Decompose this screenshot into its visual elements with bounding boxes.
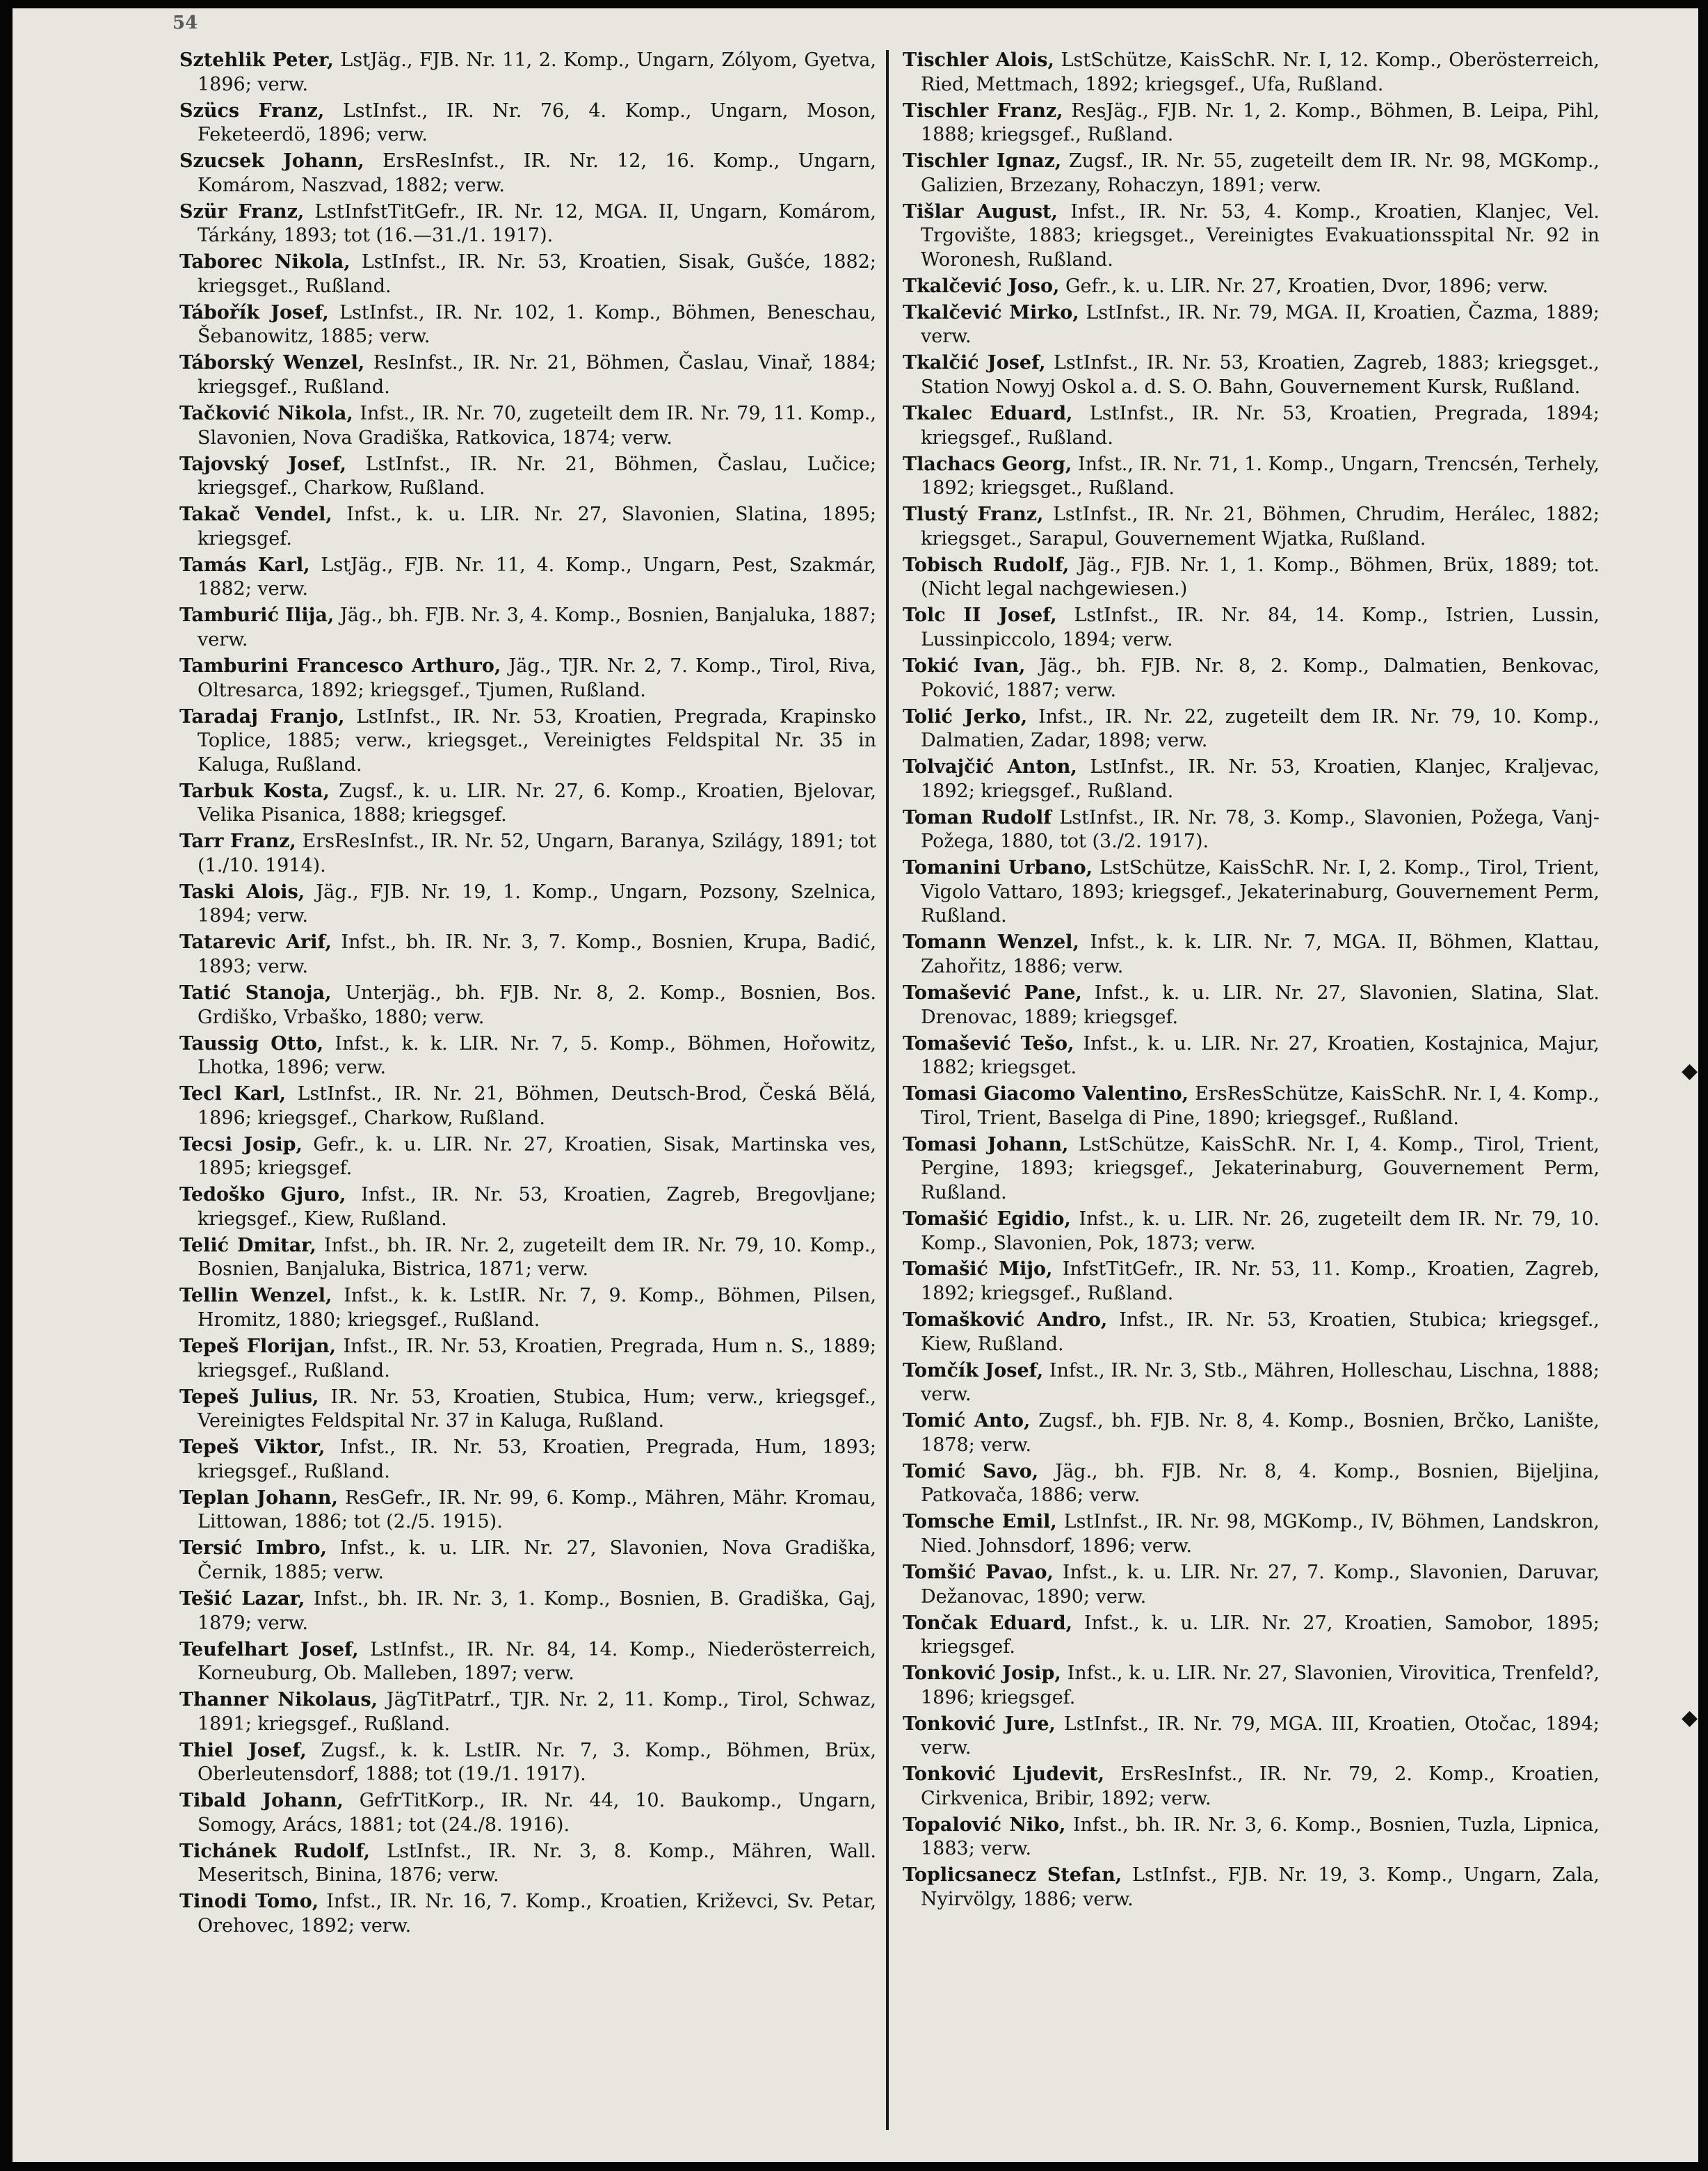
entry-name: Tatić Stanoja, bbox=[179, 982, 332, 1004]
register-entry bbox=[179, 1840, 876, 1888]
entry-name: Tomanini Urbano, bbox=[903, 857, 1093, 879]
entry-details: LstJäg., FJB. Nr. 11, 4. Komp., Ungarn, Pest, Szakmár, 1882; verw. bbox=[198, 554, 876, 600]
register-entry bbox=[179, 200, 876, 248]
register-entry bbox=[903, 200, 1600, 273]
register-entry bbox=[179, 402, 876, 450]
entry-name: Tibald Johann, bbox=[179, 1790, 344, 1812]
entry-name: Tarr Franz, bbox=[179, 831, 296, 853]
entry-details: Infst., bh. IR. Nr. 3, 7. Komp., Bosnien, Krupa, Badić, 1893; verw. bbox=[198, 931, 876, 978]
entry-details: LstInfstTitGefr., IR. Nr. 12, MGA. II, Ungarn, Komárom, Tárkány, 1893; tot (16.—31./1. 1917). bbox=[198, 200, 876, 247]
register-entry bbox=[179, 1284, 876, 1332]
page-number: 54 bbox=[172, 13, 198, 33]
register-entry bbox=[179, 830, 876, 878]
entry-details: ResInfst., IR. Nr. 21, Böhmen, Časlau, Vinař, 1884; kriegsgef., Rußland. bbox=[198, 352, 876, 399]
entry-details: Infst., k. u. LIR. Nr. 27, Slavonien, Slatina, Slat. Drenovac, 1889; kriegsgef. bbox=[921, 982, 1600, 1028]
entry-details: LstInfst., IR. Nr. 84, 14. Komp., Istrien, Lussin, Lussinpiccolo, 1894; verw. bbox=[921, 604, 1600, 650]
register-entry bbox=[179, 1587, 876, 1635]
entry-name: Tamburini Francesco Arthuro, bbox=[179, 655, 501, 677]
entry-details: Infst., k. u. LIR. Nr. 27, Slavonien, Virovitica, Trenfeld?, 1896; kriegsgef. bbox=[921, 1663, 1600, 1708]
entry-name: Tomasi Giacomo Valentino, bbox=[903, 1083, 1189, 1105]
register-entry bbox=[179, 351, 876, 399]
register-entry bbox=[179, 604, 876, 652]
register-entry bbox=[179, 1386, 876, 1434]
entry-name: Tonković Jure, bbox=[903, 1713, 1056, 1735]
entry-details: Infst., k. u. LIR. Nr. 27, Kroatien, Samobor, 1895; kriegsgef. bbox=[921, 1612, 1600, 1658]
register-entry bbox=[179, 453, 876, 501]
entry-details: GefrTitKorp., IR. Nr. 44, 10. Baukomp., Ungarn, Somogy, Arács, 1881; tot (24./8. 1916). bbox=[198, 1790, 876, 1836]
entry-name: Tomann Wenzel, bbox=[903, 931, 1079, 954]
entry-name: Tatarevic Arif, bbox=[179, 931, 332, 954]
register-entry bbox=[179, 1789, 876, 1837]
register-entry bbox=[903, 604, 1600, 652]
register-entry bbox=[903, 755, 1600, 803]
entry-name: Tomšić Pavao, bbox=[903, 1561, 1054, 1583]
entry-name: Taski Alois, bbox=[179, 881, 305, 903]
entry-name: Tišlar August, bbox=[903, 200, 1058, 223]
entry-details: Infst., IR. Nr. 53, Kroatien, Stubica; kriegsgef., Kiew, Rußland. bbox=[921, 1309, 1600, 1355]
entry-details: Infst., IR. Nr. 53, Kroatien, Pregrada, Hum n. S., 1889; kriegsgef., Rußland. bbox=[198, 1336, 876, 1381]
entry-details: Infst., k. k. LstIR. Nr. 7, 9. Komp., Böhmen, Pilsen, Hromitz, 1880; kriegsgef., Rußland. bbox=[198, 1285, 876, 1331]
entry-details: LstInfst., IR. Nr. 76, 4. Komp., Ungarn, Moson, Feketeerdö, 1896; verw. bbox=[198, 99, 876, 146]
entry-details: LstInfst., IR. Nr. 53, Kroatien, Sisak, Gušće, 1882; kriegsget., Rußland. bbox=[198, 251, 876, 297]
entry-details: Jäg., TJR. Nr. 2, 7. Komp., Tirol, Riva, Oltresarca, 1892; kriegsgef., Tjumen, Rußland. bbox=[198, 655, 876, 701]
entry-details: Infst., IR. Nr. 16, 7. Komp., Kroatien, Križevci, Sv. Petar, Orehovec, 1892; verw. bbox=[198, 1891, 876, 1937]
entry-details: LstInfst., IR. Nr. 84, 14. Komp., Niederösterreich, Korneuburg, Ob. Malleben, 1897; verw. bbox=[198, 1638, 876, 1685]
entry-name: Tomić Savo, bbox=[903, 1460, 1039, 1482]
entry-name: Tomčík Josef, bbox=[903, 1359, 1044, 1381]
register-entry bbox=[903, 1510, 1600, 1558]
entry-name: Tamburić Ilija, bbox=[179, 604, 335, 627]
entry-details: ResGefr., IR. Nr. 99, 6. Komp., Mähren, Mähr. Kromau, Littowan, 1886; tot (2./5. 1915). bbox=[198, 1487, 876, 1533]
register-entry bbox=[179, 1739, 876, 1787]
register-entry bbox=[179, 49, 876, 97]
register-entry bbox=[179, 1133, 876, 1181]
register-entry bbox=[179, 250, 876, 298]
entry-name: Tischler Franz, bbox=[903, 99, 1063, 122]
register-entry bbox=[903, 1133, 1600, 1205]
register-entry bbox=[179, 1537, 876, 1585]
entry-details: Gefr., k. u. LIR. Nr. 27, Kroatien, Dvor, 1896; verw. bbox=[1065, 275, 1549, 297]
entry-details: Infst., bh. IR. Nr. 3, 6. Komp., Bosnien, Tuzla, Lipnica, 1883; verw. bbox=[921, 1813, 1600, 1860]
register-entry bbox=[179, 780, 876, 828]
register-entry bbox=[179, 1183, 876, 1231]
entry-name: Tomsche Emil, bbox=[903, 1511, 1057, 1533]
entry-details: Infst., k. u. LIR. Nr. 27, Slavonien, Slatina, 1895; kriegsgef. bbox=[198, 504, 876, 550]
entry-name: Tešić Lazar, bbox=[179, 1587, 305, 1610]
entry-name: Tokić Ivan, bbox=[903, 655, 1026, 677]
register-entry bbox=[903, 1082, 1600, 1130]
entry-name: Thanner Nikolaus, bbox=[179, 1689, 378, 1711]
entry-name: Tolc II Josef, bbox=[903, 604, 1057, 627]
entry-name: Telić Dmitar, bbox=[179, 1234, 316, 1256]
entry-details: Jäg., bh. FJB. Nr. 3, 4. Komp., Bosnien, Banjaluka, 1887; verw. bbox=[198, 604, 876, 650]
register-entry bbox=[179, 1436, 876, 1484]
entry-details: ErsResInfst., IR. Nr. 79, 2. Komp., Kroatien, Cirkvenica, Bribir, 1892; verw. bbox=[921, 1763, 1600, 1809]
entry-details: Jäg., bh. FJB. Nr. 8, 4. Komp., Bosnien, Bijeljina, Patkovača, 1886; verw. bbox=[921, 1460, 1600, 1507]
entry-name: Taborec Nikola, bbox=[179, 251, 351, 273]
register-entry bbox=[903, 1813, 1600, 1861]
entry-details: Jäg., FJB. Nr. 1, 1. Komp., Böhmen, Brüx, 1889; tot. (Nicht legal nachgewiesen.) bbox=[921, 554, 1600, 600]
register-entry bbox=[903, 453, 1600, 501]
entry-name: Tlachacs Georg, bbox=[903, 453, 1072, 475]
document-page bbox=[13, 8, 1698, 2162]
entry-details: LstSchütze, KaisSchR. Nr. I, 4. Komp., Tirol, Trient, Pergine, 1893; kriegsgef., Jekaterinaburg, Gouvernement Perm, Rußland. bbox=[921, 1133, 1600, 1203]
entry-details: Unterjäg., bh. FJB. Nr. 8, 2. Komp., Bosnien, Bos. Grdiško, Vrbaško, 1880; verw. bbox=[198, 982, 876, 1028]
register-entry bbox=[903, 1359, 1600, 1407]
register-entry bbox=[903, 1864, 1600, 1912]
entry-name: Tačković Nikola, bbox=[179, 403, 353, 425]
entry-details: Infst., IR. Nr. 53, 4. Komp., Kroatien, Klanjec, Vel. Trgovište, 1883; kriegsget., Vereinigtes Evakuationsspital Nr. 92 in Woronesh, Rußland. bbox=[921, 200, 1600, 271]
register-entry bbox=[903, 806, 1600, 854]
entry-details: JägTitPatrf., TJR. Nr. 2, 11. Komp., Tirol, Schwaz, 1891; kriegsgef., Rußland. bbox=[198, 1689, 876, 1735]
entry-name: Tellin Wenzel, bbox=[179, 1285, 332, 1307]
entry-details: LstInfst., IR. Nr. 78, 3. Komp., Slavonien, Požega, Vanj-Požega, 1880, tot (3./2. 1917). bbox=[921, 806, 1600, 853]
margin-mark: ◆ bbox=[1682, 1059, 1698, 1083]
entry-details: LstInfst., FJB. Nr. 19, 3. Komp., Ungarn, Zala, Nyirvölgy, 1886; verw. bbox=[921, 1864, 1600, 1911]
register-entry bbox=[903, 351, 1600, 399]
register-entry bbox=[179, 982, 876, 1030]
entry-details: Infst., IR. Nr. 53, Kroatien, Zagreb, Bregovljane; kriegsgef., Kiew, Rußland. bbox=[198, 1184, 876, 1230]
entry-details: Infst., IR. Nr. 53, Kroatien, Pregrada, Hum, 1893; kriegsgef., Rußland. bbox=[198, 1436, 876, 1482]
register-entry bbox=[903, 49, 1600, 97]
entry-name: Tomić Anto, bbox=[903, 1410, 1031, 1432]
entry-name: Sztehlik Peter, bbox=[179, 49, 334, 71]
register-entry bbox=[903, 99, 1600, 147]
register-entry bbox=[903, 1460, 1600, 1508]
register-entry bbox=[903, 402, 1600, 450]
entry-details: Infst., k. u. LIR. Nr. 27, Kroatien, Kostajnica, Majur, 1882; kriegsget. bbox=[921, 1032, 1600, 1079]
register-entry bbox=[903, 1763, 1600, 1811]
entry-name: Toplicsanecz Stefan, bbox=[903, 1864, 1122, 1886]
register-entry bbox=[179, 1487, 876, 1535]
entry-name: Tepeš Julius, bbox=[179, 1386, 319, 1408]
entry-name: Tlustý Franz, bbox=[903, 504, 1044, 526]
entry-name: Tomasi Johann, bbox=[903, 1133, 1069, 1155]
entry-details: Infst., IR. Nr. 71, 1. Komp., Ungarn, Trencsén, Terhely, 1892; kriegsget., Rußland. bbox=[921, 453, 1600, 499]
register-entry bbox=[179, 931, 876, 979]
entry-details: Infst., k. k. LIR. Nr. 7, MGA. II, Böhmen, Klattau, Zahořitz, 1886; verw. bbox=[921, 931, 1600, 978]
entry-name: Szür Franz, bbox=[179, 200, 305, 223]
register-entry bbox=[903, 1208, 1600, 1256]
entry-name: Tecl Karl, bbox=[179, 1083, 287, 1105]
entry-details: LstInfst., IR. Nr. 21, Böhmen, Časlau, Lučice; kriegsgef., Charkow, Rußland. bbox=[198, 453, 876, 499]
register-entry bbox=[903, 655, 1600, 703]
entry-name: Tončak Eduard, bbox=[903, 1612, 1072, 1634]
register-entry bbox=[179, 1335, 876, 1383]
register-entry bbox=[179, 655, 876, 703]
entry-details: ResJäg., FJB. Nr. 1, 2. Komp., Böhmen, B. Leipa, Pihl, 1888; kriegsgef., Rußland. bbox=[921, 99, 1600, 146]
register-entry bbox=[903, 982, 1600, 1030]
entry-name: Tomašević Tešo, bbox=[903, 1032, 1074, 1055]
register-entry bbox=[903, 1308, 1600, 1356]
register-entry bbox=[903, 1713, 1600, 1761]
entry-name: Tábořík Josef, bbox=[179, 301, 329, 323]
entry-details: Infst., k. u. LIR. Nr. 26, zugeteilt dem IR. Nr. 79, 10. Komp., Slavonien, Pok, 1873; verw. bbox=[921, 1208, 1600, 1254]
entry-name: Tarbuk Kosta, bbox=[179, 780, 330, 802]
entry-details: LstInfst., IR. Nr. 102, 1. Komp., Böhmen, Beneschau, Šebanowitz, 1885; verw. bbox=[198, 301, 876, 348]
register-entry bbox=[903, 705, 1600, 753]
column-divider bbox=[886, 50, 889, 2130]
register-entry bbox=[903, 856, 1600, 929]
left-column bbox=[179, 49, 876, 2129]
entry-name: Tomašković Andro, bbox=[903, 1309, 1108, 1331]
margin-mark: ◆ bbox=[1682, 1706, 1698, 1730]
entry-name: Tepeš Viktor, bbox=[179, 1436, 325, 1459]
entry-details: IR. Nr. 53, Kroatien, Stubica, Hum; verw., kriegsgef., Vereinigtes Feldspital Nr. 37 in Kaluga, Rußland. bbox=[198, 1386, 876, 1432]
register-entry bbox=[903, 1032, 1600, 1080]
entry-details: ErsResInfst., IR. Nr. 52, Ungarn, Baranya, Szilágy, 1891; tot (1./10. 1914). bbox=[198, 831, 876, 876]
register-entry bbox=[903, 1612, 1600, 1660]
entry-name: Teufelhart Josef, bbox=[179, 1638, 359, 1660]
entry-details: Infst., IR. Nr. 22, zugeteilt dem IR. Nr. 79, 10. Komp., Dalmatien, Zadar, 1898; verw. bbox=[921, 705, 1600, 752]
entry-details: Zugsf., IR. Nr. 55, zugeteilt dem IR. Nr. 98, MGKomp., Galizien, Brzezany, Rohaczyn, 1891; verw. bbox=[921, 150, 1600, 196]
register-entry bbox=[179, 99, 876, 147]
register-entry bbox=[903, 301, 1600, 349]
entry-details: Jäg., bh. FJB. Nr. 8, 2. Komp., Dalmatien, Benkovac, Poković, 1887; verw. bbox=[921, 655, 1600, 701]
entry-name: Tonković Ljudevit, bbox=[903, 1763, 1105, 1786]
entry-details: Infst., k. k. LIR. Nr. 7, 5. Komp., Böhmen, Hořowitz, Lhotka, 1896; verw. bbox=[198, 1032, 876, 1079]
entry-details: InfstTitGefr., IR. Nr. 53, 11. Komp., Kroatien, Zagreb, 1892; kriegsgef., Rußland. bbox=[921, 1258, 1600, 1305]
register-entry bbox=[179, 705, 876, 778]
entry-name: Tischler Ignaz, bbox=[903, 150, 1062, 173]
entry-details: ErsResInfst., IR. Nr. 12, 16. Komp., Ungarn, Komárom, Naszvad, 1882; verw. bbox=[198, 150, 876, 196]
entry-name: Topalović Niko, bbox=[903, 1813, 1066, 1836]
register-entry bbox=[903, 1258, 1600, 1306]
entry-name: Táborský Wenzel, bbox=[179, 352, 365, 374]
entry-name: Tomašić Mijo, bbox=[903, 1258, 1053, 1281]
entry-details: LstInfst., IR. Nr. 98, MGKomp., IV, Böhmen, Landskron, Nied. Johnsdorf, 1896; verw. bbox=[921, 1511, 1600, 1557]
register-entry bbox=[179, 150, 876, 198]
entry-name: Tolvajčić Anton, bbox=[903, 756, 1077, 778]
entry-name: Szucsek Johann, bbox=[179, 150, 364, 173]
entry-name: Tkalčević Mirko, bbox=[903, 301, 1079, 323]
register-entry bbox=[903, 931, 1600, 979]
entry-details: LstInfst., IR. Nr. 53, Kroatien, Klanjec, Kraljevac, 1892; kriegsgef., Rußland. bbox=[921, 756, 1600, 802]
entry-name: Tkalčić Josef, bbox=[903, 352, 1046, 374]
entry-name: Taradaj Franjo, bbox=[179, 705, 345, 728]
entry-details: LstInfst., IR. Nr. 79, MGA. II, Kroatien, Čazma, 1889; verw. bbox=[921, 301, 1600, 348]
entry-name: Teplan Johann, bbox=[179, 1487, 338, 1509]
entry-details: Zugsf., k. u. LIR. Nr. 27, 6. Komp., Kroatien, Bjelovar, Velika Pisanica, 1888; kriegsgef. bbox=[198, 780, 876, 826]
register-entry bbox=[179, 1638, 876, 1686]
entry-details: Infst., bh. IR. Nr. 2, zugeteilt dem IR. Nr. 79, 10. Komp., Bosnien, Banjaluka, Bistrica, 1871; verw. bbox=[198, 1234, 876, 1281]
register-entry bbox=[903, 503, 1600, 551]
entry-details: LstInfst., IR. Nr. 21, Böhmen, Chrudim, Herálec, 1882; kriegsget., Sarapul, Gouvernement Wjatka, Rußland. bbox=[921, 504, 1600, 550]
entry-details: LstJäg., FJB. Nr. 11, 2. Komp., Ungarn, Zólyom, Gyetva, 1896; verw. bbox=[198, 49, 876, 95]
entry-details: LstInfst., IR. Nr. 21, Böhmen, Deutsch-Brod, Česká Bělá, 1896; kriegsgef., Charkow, Rußland. bbox=[198, 1083, 876, 1129]
entry-details: LstSchütze, KaisSchR. Nr. I, 2. Komp., Tirol, Trient, Vigolo Vattaro, 1893; kriegsgef., Jekaterinaburg, Gouvernement Perm, Rußland. bbox=[921, 857, 1600, 927]
register-entry bbox=[903, 554, 1600, 602]
entry-name: Tedoško Gjuro, bbox=[179, 1184, 346, 1206]
register-entry bbox=[179, 1032, 876, 1080]
entry-details: LstSchütze, KaisSchR. Nr. I, 12. Komp., Oberösterreich, Ried, Mettmach, 1892; kriegsgef., Ufa, Rußland. bbox=[921, 49, 1600, 95]
entry-name: Taussig Otto, bbox=[179, 1032, 324, 1055]
register-entry bbox=[179, 1688, 876, 1736]
entry-name: Toman Rudolf bbox=[903, 806, 1052, 828]
entry-details: Gefr., k. u. LIR. Nr. 27, Kroatien, Sisak, Martinska ves, 1895; kriegsgef. bbox=[198, 1133, 876, 1180]
entry-details: ErsResSchütze, KaisSchR. Nr. I, 4. Komp., Tirol, Trient, Baselga di Pine, 1890; kriegsgef., Rußland. bbox=[921, 1083, 1600, 1129]
entry-details: LstInfst., IR. Nr. 79, MGA. III, Kroatien, Otočac, 1894; verw. bbox=[921, 1713, 1600, 1759]
register-entry bbox=[903, 1409, 1600, 1457]
entry-name: Tomašević Pane, bbox=[903, 982, 1082, 1004]
entry-details: Infst., bh. IR. Nr. 3, 1. Komp., Bosnien, B. Gradiška, Gaj, 1879; verw. bbox=[198, 1587, 876, 1634]
register-entry bbox=[179, 1082, 876, 1130]
entry-details: Infst., IR. Nr. 3, Stb., Mähren, Holleschau, Lischna, 1888; verw. bbox=[921, 1359, 1600, 1406]
entry-name: Tkalec Eduard, bbox=[903, 403, 1073, 425]
entry-details: Jäg., FJB. Nr. 19, 1. Komp., Ungarn, Pozsony, Szelnica, 1894; verw. bbox=[198, 881, 876, 927]
register-entry bbox=[179, 554, 876, 602]
entry-name: Szücs Franz, bbox=[179, 99, 325, 122]
entry-details: Infst., k. u. LIR. Nr. 27, Slavonien, Nova Gradiška, Černik, 1885; verw. bbox=[198, 1537, 876, 1583]
entry-name: Tonković Josip, bbox=[903, 1663, 1061, 1685]
entry-name: Tobisch Rudolf, bbox=[903, 554, 1070, 576]
entry-details: Zugsf., k. k. LstIR. Nr. 7, 3. Komp., Böhmen, Brüx, Oberleutensdorf, 1888; tot (19./1. 1917). bbox=[198, 1739, 876, 1786]
entry-name: Tamás Karl, bbox=[179, 554, 310, 576]
register-entry bbox=[179, 1234, 876, 1282]
entry-name: Tecsi Josip, bbox=[179, 1133, 303, 1155]
entry-name: Takač Vendel, bbox=[179, 504, 332, 526]
register-entry bbox=[179, 881, 876, 929]
entry-name: Tichánek Rudolf, bbox=[179, 1840, 371, 1862]
entry-name: Thiel Josef, bbox=[179, 1739, 307, 1761]
entry-details: LstInfst., IR. Nr. 53, Kroatien, Pregrada, 1894; kriegsgef., Rußland. bbox=[921, 403, 1600, 449]
register-entry bbox=[903, 275, 1600, 299]
entry-name: Tkalčević Joso, bbox=[903, 275, 1060, 297]
entry-details: LstInfst., IR. Nr. 53, Kroatien, Zagreb, 1883; kriegsget., Station Nowyj Oskol a. d. S. O. Bahn, Gouvernement Kursk, Rußland. bbox=[921, 352, 1600, 399]
entry-name: Tinodi Tomo, bbox=[179, 1891, 319, 1913]
right-column bbox=[903, 49, 1600, 2129]
register-entry bbox=[903, 1561, 1600, 1609]
entry-name: Tepeš Florijan, bbox=[179, 1336, 336, 1358]
entry-details: LstInfst., IR. Nr. 3, 8. Komp., Mähren, Wall. Meseritsch, Binina, 1876; verw. bbox=[198, 1840, 876, 1886]
entry-details: LstInfst., IR. Nr. 53, Kroatien, Pregrada, Krapinsko Toplice, 1885; verw., kriegsget., Vereinigtes Feldspital Nr. 35 in Kaluga, Rußland. bbox=[198, 705, 876, 776]
register-entry bbox=[179, 301, 876, 349]
entry-details: Infst., k. u. LIR. Nr. 27, 7. Komp., Slavonien, Daruvar, Dežanovac, 1890; verw. bbox=[921, 1561, 1600, 1608]
entry-name: Tolić Jerko, bbox=[903, 705, 1028, 728]
register-entry bbox=[903, 150, 1600, 198]
entry-name: Tersić Imbro, bbox=[179, 1537, 327, 1560]
entry-name: Tajovský Josef, bbox=[179, 453, 347, 475]
entry-name: Tomašić Egidio, bbox=[903, 1208, 1071, 1230]
register-entry bbox=[179, 503, 876, 551]
entry-details: Infst., IR. Nr. 70, zugeteilt dem IR. Nr. 79, 11. Komp., Slavonien, Nova Gradiška, Ratkovica, 1874; verw. bbox=[198, 403, 876, 449]
register-entry bbox=[179, 1890, 876, 1938]
entry-name: Tischler Alois, bbox=[903, 49, 1054, 71]
register-entry bbox=[903, 1662, 1600, 1710]
entry-details: Zugsf., bh. FJB. Nr. 8, 4. Komp., Bosnien, Brčko, Lanište, 1878; verw. bbox=[921, 1410, 1600, 1456]
